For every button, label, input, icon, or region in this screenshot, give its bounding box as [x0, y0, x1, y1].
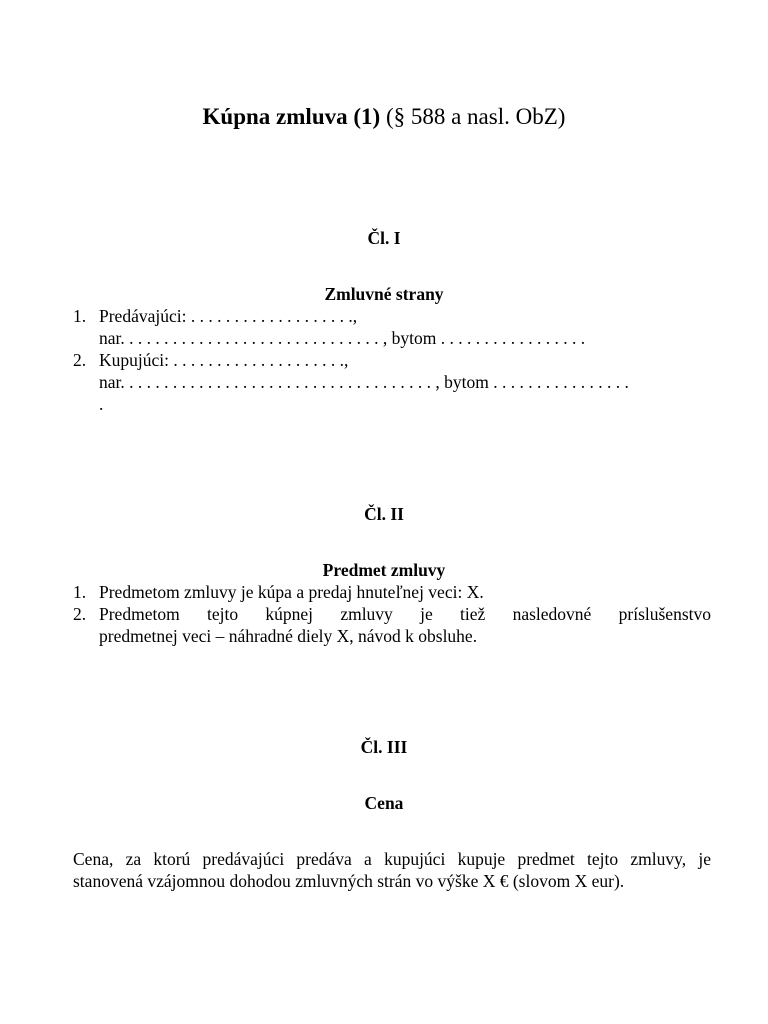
- list-item-number: 2.: [73, 350, 87, 370]
- title-legal-reference: (§ 588 a nasl. ObZ): [385, 104, 566, 129]
- subject-line: Predmetom zmluvy je kúpa a predaj hnuteľnej veci: X.: [99, 582, 484, 602]
- article-2-heading: Predmet zmluvy: [322, 560, 446, 580]
- list-item-number: 1.: [73, 306, 87, 326]
- article-3-number: Čl. III: [360, 737, 408, 757]
- accessories-line-1: Predmetom tejto kúpnej zmluvy je tiež nasledovné príslušenstvo: [99, 604, 711, 624]
- document-title: [0, 102, 768, 132]
- price-paragraph: [73, 848, 711, 892]
- subject-list: [73, 581, 711, 647]
- buyer-line: Kupujúci: . . . . . . . . . . . . . . . . . . . .,: [99, 350, 349, 370]
- seller-birth-residence-line: nar. . . . . . . . . . . . . . . . . . . . . . . . . . . . . . , bytom . . . . . . . . . . . . . . . . .: [99, 328, 586, 348]
- list-item: [73, 603, 711, 647]
- buyer-birth-residence-line: nar. . . . . . . . . . . . . . . . . . . . . . . . . . . . . . . . . . . . , bytom . . . . . . . . . . . . . . . .: [99, 372, 629, 392]
- article-1-number: Čl. I: [367, 228, 401, 248]
- buyer-line-end: .: [99, 394, 104, 414]
- list-item-number: 2.: [73, 604, 87, 624]
- accessories-line-2: predmetnej veci – náhradné diely X, návod k obsluhe.: [99, 626, 478, 646]
- list-item: [73, 349, 711, 415]
- article-3-heading: Cena: [364, 793, 404, 813]
- article-2-number: Čl. II: [364, 504, 404, 524]
- title-bold: Kúpna zmluva (1): [202, 104, 381, 129]
- list-item-number: 1.: [73, 582, 87, 602]
- article-1-heading: Zmluvné strany: [324, 284, 444, 304]
- list-item: [73, 581, 711, 603]
- list-item: [73, 305, 711, 349]
- price-line-1: Cena, za ktorú predávajúci predáva a kupujúci kupuje predmet tejto zmluvy, je: [73, 849, 711, 869]
- price-line-2: stanovená vzájomnou dohodou zmluvných strán vo výške X € (slovom X eur).: [73, 871, 625, 891]
- contracting-parties-list: [73, 305, 711, 415]
- seller-line: Predávajúci: . . . . . . . . . . . . . . . . . . .,: [99, 306, 358, 326]
